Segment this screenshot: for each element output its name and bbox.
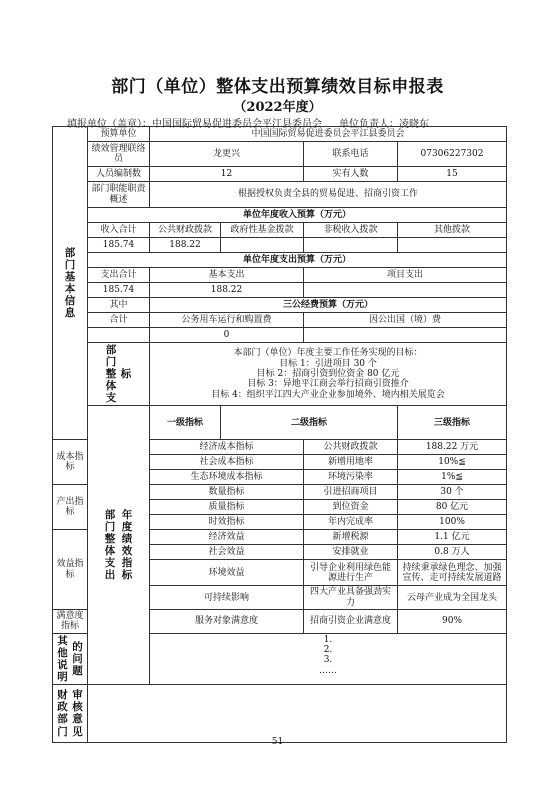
three-value <box>88 328 150 343</box>
phone-label: 联系电话 <box>304 142 398 167</box>
overall-targets <box>150 343 507 406</box>
indicator-value: 30 个 <box>398 485 507 500</box>
income-title: 单位年度收入预算（万元） <box>88 208 507 223</box>
effect-indicator-label: 效益指标 <box>53 530 88 610</box>
level3-indicator: 年内完成率 <box>304 515 398 530</box>
overall-line: 目标 3：异地平江商会举行招商引资推介 <box>247 379 409 390</box>
unit-responsible: 单位负责人：凌晓东 <box>339 119 429 130</box>
other-line: 3. <box>323 655 333 666</box>
duty-label: 部门职能职责概述 <box>88 182 150 208</box>
budget-unit-label: 预算单位 <box>88 127 150 142</box>
expense-value: 188.22 <box>150 283 304 298</box>
level2-indicator: 环境效益 <box>150 560 304 586</box>
other-line: 1. <box>323 634 333 645</box>
finance-review-content <box>88 684 507 742</box>
contact-label: 绩效管理联络员 <box>88 142 150 167</box>
three-value: 0 <box>150 328 304 343</box>
income-header: 公共财政拨款 <box>150 223 221 238</box>
row-expense-headers <box>53 268 507 283</box>
overall-line: 目标 2：招商引资到位资金 80 亿元 <box>256 368 400 379</box>
level3-indicator: 引进招商项目 <box>304 485 398 500</box>
row-income-title <box>53 208 507 223</box>
output-indicator-label: 产出指标 <box>53 485 88 530</box>
income-value <box>398 238 507 253</box>
other-issues-content <box>150 633 507 684</box>
expense-value: 185.74 <box>88 283 150 298</box>
expense-value <box>304 283 507 298</box>
level3-indicator: 四大产业具备强劲实力 <box>304 586 398 610</box>
indicator-value: 0.8 万人 <box>398 545 507 560</box>
indicator-value: 100% <box>398 515 507 530</box>
row-duty <box>53 182 507 208</box>
three-label: 其中 <box>88 298 150 313</box>
indicator-value: 10%≦ <box>398 455 507 470</box>
perf-header: 一级指标 <box>150 406 221 440</box>
expense-title: 单位年度支出预算（万元） <box>88 253 507 268</box>
level2-indicator: 经济成本指标 <box>150 440 304 455</box>
other-line: 2. <box>323 645 333 656</box>
indicator-value: 188.22 万元 <box>398 440 507 455</box>
phone-value: 07306227302 <box>398 142 507 167</box>
three-value <box>304 328 507 343</box>
income-header: 收入合计 <box>88 223 150 238</box>
overall-line: 本部门（单位）年度主要工作任务实现的目标： <box>233 348 423 359</box>
expense-header: 项目支出 <box>304 268 507 283</box>
level3-indicator: 环境污染率 <box>304 470 398 485</box>
perf-header: 三级指标 <box>398 406 507 440</box>
row-income-headers <box>53 223 507 238</box>
income-header: 其他拨款 <box>398 223 507 238</box>
income-header: 政府性基金拨款 <box>221 223 304 238</box>
three-header: 因公出国（境）费 <box>304 313 507 328</box>
income-value <box>221 238 304 253</box>
level2-indicator: 时效指标 <box>150 515 304 530</box>
level2-indicator: 可持续影响 <box>150 586 304 610</box>
indicator-value: 持续秉承绿色理念、加强宣传、走可持续发展道路 <box>398 560 507 586</box>
performance-target-table <box>52 126 507 743</box>
row-expense-title <box>53 253 507 268</box>
row-three-values <box>53 328 507 343</box>
page-number: 51 <box>271 737 284 747</box>
three-header: 公务用车运行和购置费 <box>150 313 304 328</box>
perf-header: 二级指标 <box>221 406 398 440</box>
level2-indicator: 质量指标 <box>150 500 304 515</box>
staff-label: 人员编制数 <box>88 167 150 182</box>
row-contact <box>53 142 507 167</box>
contact-value: 龙更兴 <box>150 142 304 167</box>
level3-indicator: 安排就业 <box>304 545 398 560</box>
row-perf-headers <box>53 406 507 440</box>
three-title: 三公经费预算（万元） <box>150 298 507 313</box>
three-header: 合计 <box>88 313 150 328</box>
form-year: （2022年度） <box>233 100 322 115</box>
level3-indicator: 招商引资企业满意度 <box>304 610 398 634</box>
budget-unit-value: 中国国际贸易促进委员会平江县委员会 <box>150 127 507 142</box>
row-review <box>53 684 507 742</box>
level3-indicator: 新增税源 <box>304 530 398 545</box>
level3-indicator: 到位资金 <box>304 500 398 515</box>
actual-label: 实有人数 <box>304 167 398 182</box>
row-expense-values <box>53 283 507 298</box>
overall-line: 目标 4：组织平江四大产业企业参加境外、境内相关展览会 <box>211 389 445 400</box>
indicator-value: 1%≦ <box>398 470 507 485</box>
satisfaction-label: 满意度指标 <box>53 610 88 634</box>
income-value <box>304 238 398 253</box>
annual-indicator-label: 部门整体支出 年度绩效指标 <box>88 406 150 685</box>
expense-header: 基本支出 <box>150 268 304 283</box>
cost-indicator-label: 成本指标 <box>53 440 88 485</box>
expense-header: 支出合计 <box>88 268 150 283</box>
level2-indicator: 经济效益 <box>150 530 304 545</box>
indicator-value: 云母产业成为全国龙头 <box>398 586 507 610</box>
finance-review-label: 财政部门 审核意见 <box>53 684 88 742</box>
level2-indicator: 社会成本指标 <box>150 455 304 470</box>
actual-value: 15 <box>398 167 507 182</box>
filling-unit: 填报单位（盖章）：中国国际贸易促进委员会平江县委员会 <box>67 119 322 130</box>
row-income-values <box>53 238 507 253</box>
row-overall <box>53 343 507 406</box>
level2-indicator: 数量指标 <box>150 485 304 500</box>
income-header: 非税收入拨款 <box>304 223 398 238</box>
other-line: …… <box>319 665 337 676</box>
row-staff <box>53 167 507 182</box>
level3-indicator: 公共财政拨款 <box>304 440 398 455</box>
basic-info-label: 部门基本信息 <box>53 127 88 440</box>
level2-indicator: 服务对象满意度 <box>150 610 304 634</box>
overall-target-label: 部门整体支 标 <box>88 343 150 406</box>
indicator-value: 80 亿元 <box>398 500 507 515</box>
level2-indicator: 社会效益 <box>150 545 304 560</box>
level3-indicator: 引导企业利用绿色能源进行生产 <box>304 560 398 586</box>
income-value: 188.22 <box>150 238 221 253</box>
row-three-headers <box>53 313 507 328</box>
form-title: 部门（单位）整体支出预算绩效目标申报表 <box>111 77 444 97</box>
level3-indicator: 新增用地率 <box>304 455 398 470</box>
indicator-value: 90% <box>398 610 507 634</box>
staff-value: 12 <box>150 167 304 182</box>
row-three-title <box>53 298 507 313</box>
other-issues-label: 其他说明 的问题 <box>53 633 88 684</box>
indicator-value: 1.1 亿元 <box>398 530 507 545</box>
overall-line: 目标 1：引进项目 30 个 <box>279 358 377 369</box>
level2-indicator: 生态环境成本指标 <box>150 470 304 485</box>
duty-value: 根据授权负责全县的贸易促进、招商引资工作 <box>150 182 507 208</box>
income-value: 185.74 <box>88 238 150 253</box>
row-budget-unit <box>53 127 507 142</box>
